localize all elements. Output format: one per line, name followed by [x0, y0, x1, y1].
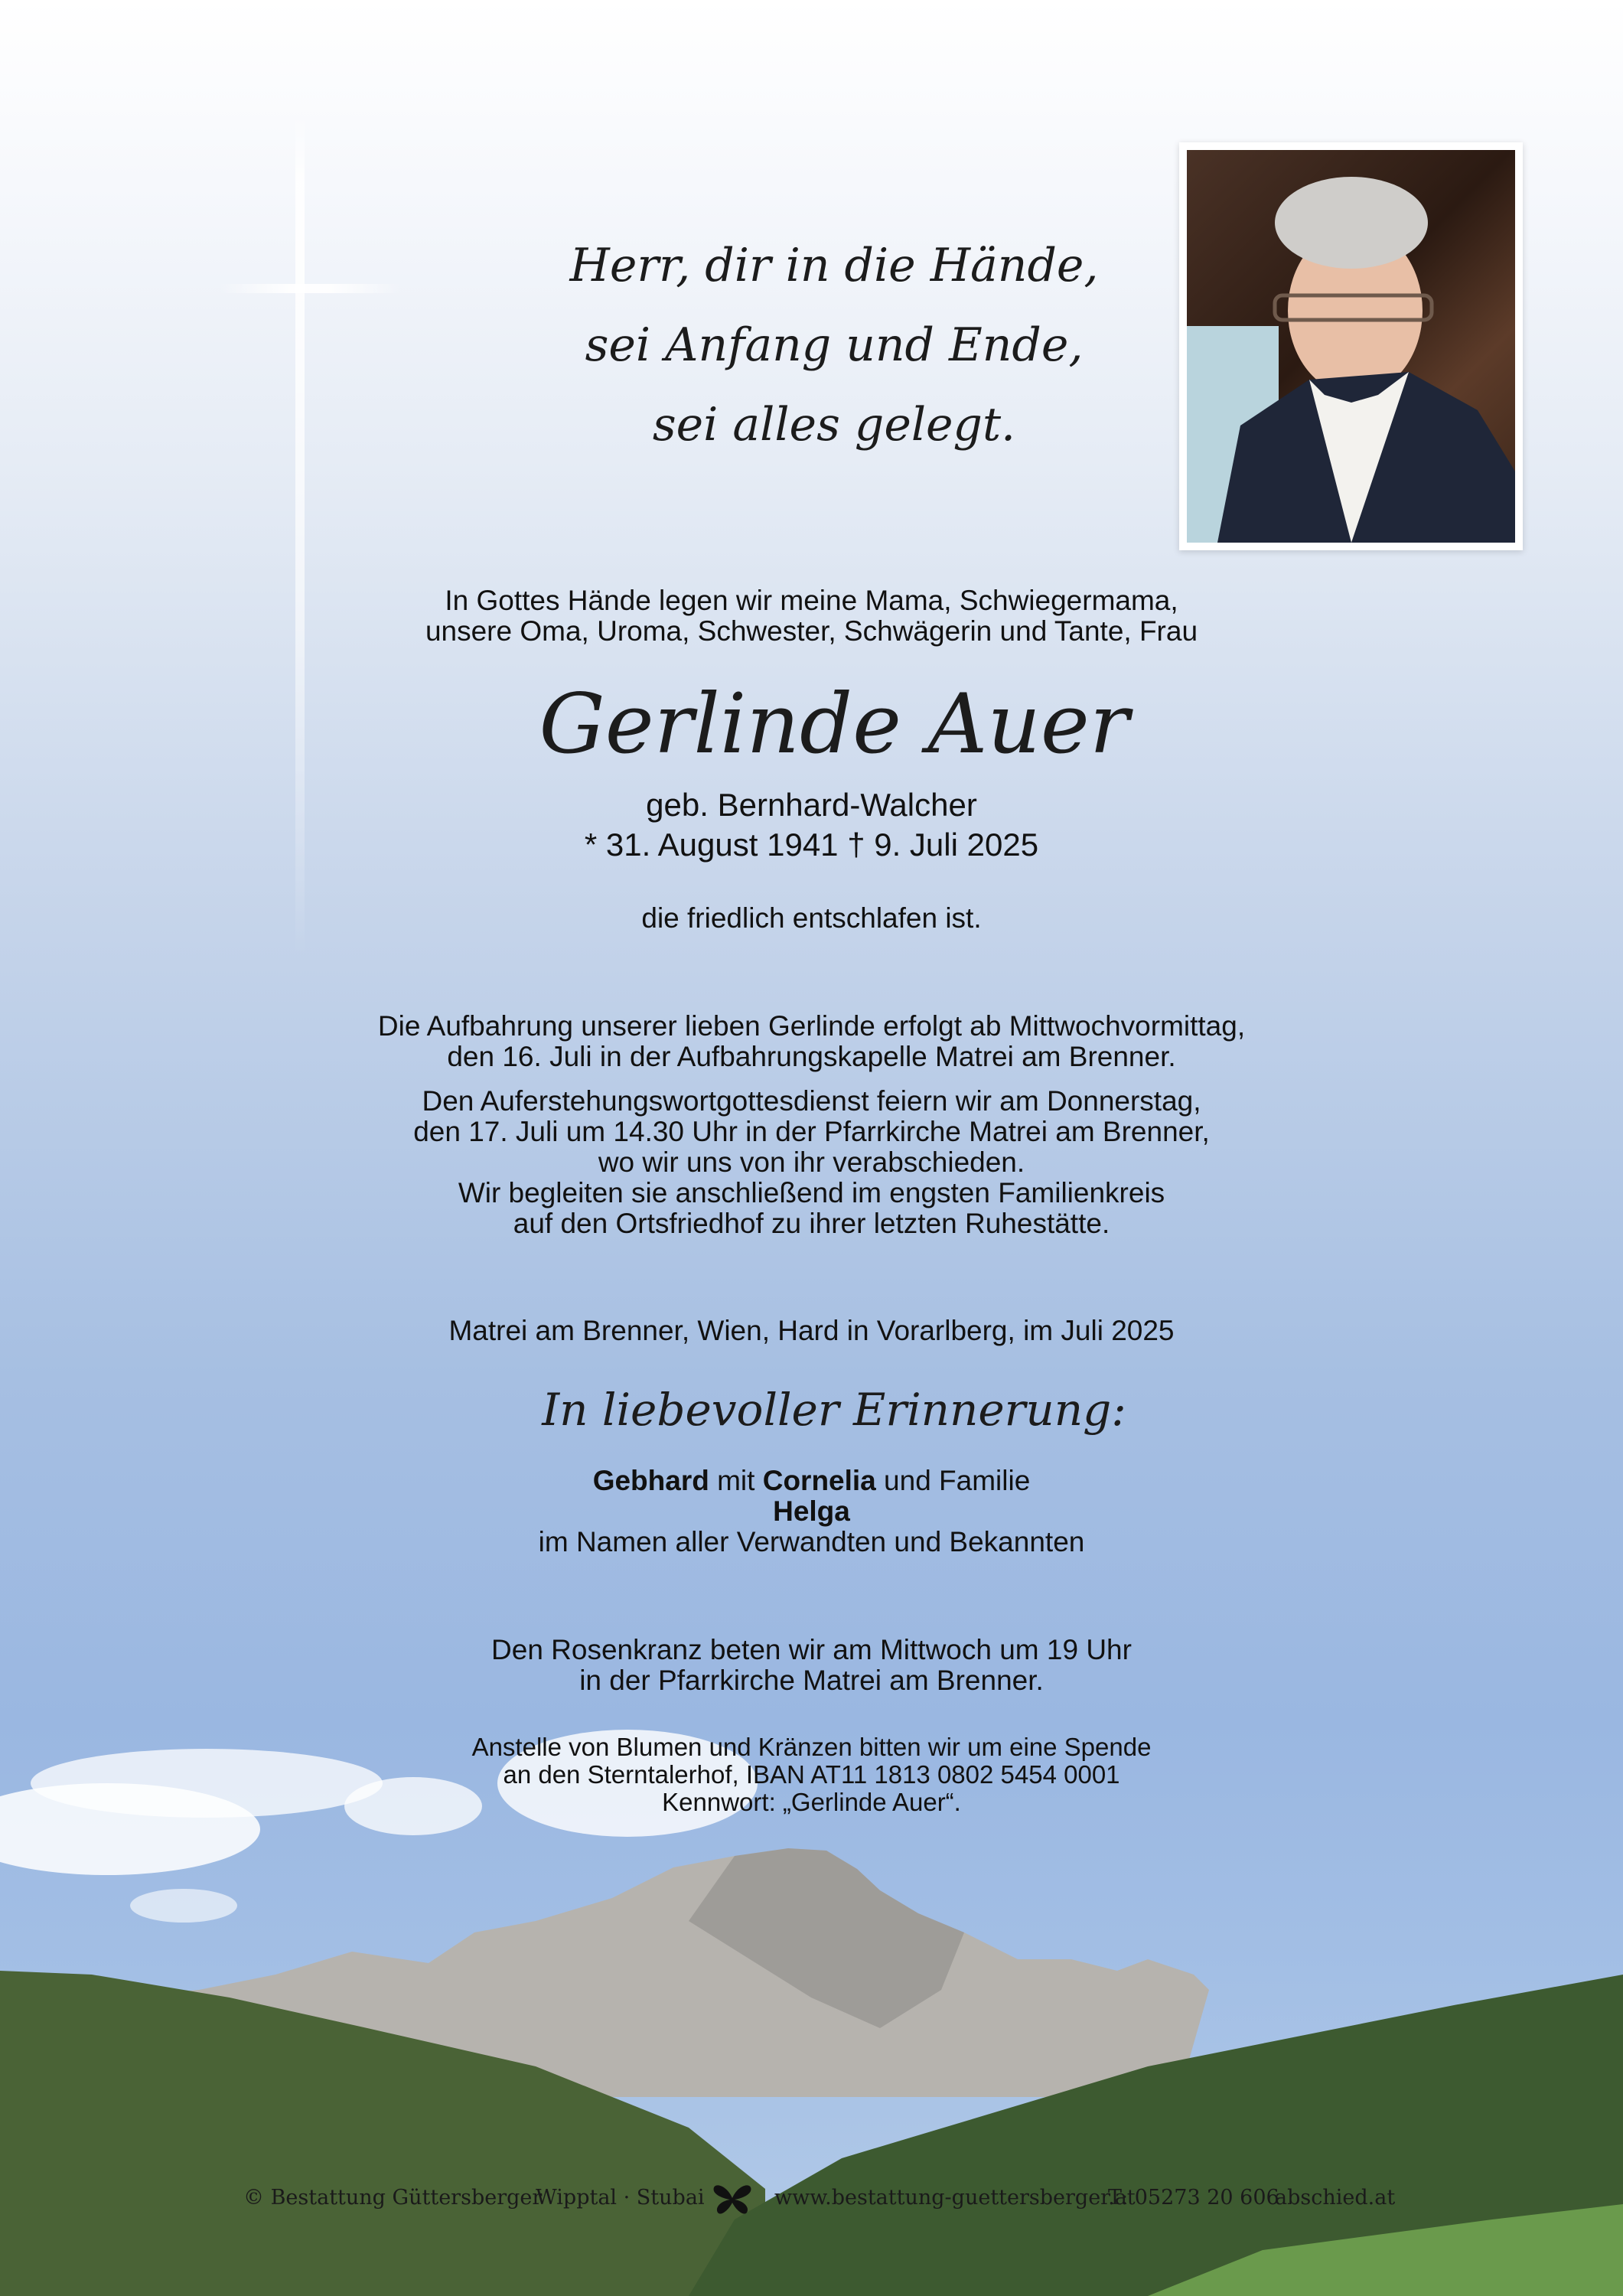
butterfly-icon [712, 2181, 753, 2216]
birth-name: geb. Bernhard-Walcher [646, 787, 977, 823]
mourner-name: Cornelia [762, 1465, 876, 1496]
cloud [130, 1889, 237, 1923]
verse-line: sei Anfang und Ende, [585, 318, 1084, 372]
viewing-line: den 16. Juli in der Aufbahrungskapelle Matrei am Brenner. [447, 1041, 1176, 1072]
rosary-info [0, 1635, 1623, 1696]
viewing-line: Die Aufbahrung unserer lieben Gerlinde erfolgt ab Mittwochvormittag, [377, 1010, 1246, 1042]
footer-region: Wipptal · Stubai [536, 2186, 705, 2210]
viewing-details [0, 1011, 1623, 1072]
donation-request [0, 1733, 1623, 1816]
mourners [0, 1466, 1623, 1557]
service-line: den 17. Juli um 14.30 Uhr in der Pfarrkirche Matrei am Brenner, [413, 1116, 1210, 1147]
footer-website[interactable]: www.bestattung-guettersberger.at [774, 2186, 1136, 2210]
service-details [0, 1086, 1623, 1239]
mourners-line-1 [0, 1466, 1623, 1496]
mourner-connector: und Familie [875, 1465, 1031, 1496]
service-line: Den Auferstehungswortgottesdienst feiern wir am Donnerstag, [422, 1085, 1201, 1117]
donation-line: an den Sterntalerhof, IBAN AT11 1813 0802 5454 0001 [503, 1760, 1120, 1789]
footer [0, 2181, 1623, 2215]
intro-line: In Gottes Hände legen wir meine Mama, Schwiegermama, [445, 585, 1178, 616]
cross-horizontal-beam [218, 284, 402, 293]
intro-line: unsere Oma, Uroma, Schwester, Schwägerin und Tante, Frau [425, 615, 1198, 647]
footer-phone: T: 05273 20 606 [1108, 2186, 1279, 2210]
mourner-name: Gebhard [592, 1465, 709, 1496]
mourner-connector: mit [709, 1465, 763, 1496]
deceased-name: Gerlinde Auer [539, 677, 1129, 772]
service-line: auf den Ortsfriedhof zu ihrer letzten Ruhestätte. [513, 1208, 1110, 1239]
service-line: wo wir uns von ihr verabschieden. [598, 1146, 1025, 1178]
portrait-photo-frame [1179, 142, 1523, 550]
mourners-line-2 [0, 1496, 1623, 1527]
intro-text [0, 585, 1623, 647]
remembrance-heading: In liebevoller Erinnerung: [542, 1384, 1126, 1436]
portrait-photo [1187, 150, 1515, 543]
footer-portal[interactable]: abschied.at [1275, 2186, 1396, 2210]
service-line: Wir begleiten sie anschließend im engsten Familienkreis [458, 1177, 1165, 1208]
verse-line: Herr, dir in die Hände, [569, 239, 1099, 292]
verse-line: sei alles gelegt. [652, 398, 1016, 452]
death-phrase: die friedlich entschlafen ist. [641, 902, 982, 934]
donation-line: Kennwort: „Gerlinde Auer“. [662, 1788, 961, 1816]
rosary-line: Den Rosenkranz beten wir am Mittwoch um 19 Uhr [491, 1634, 1132, 1665]
footer-copyright: © Bestattung Güttersberger [243, 2186, 543, 2210]
relatives-line: im Namen aller Verwandten und Bekannten [538, 1526, 1085, 1557]
rosary-line: in der Pfarrkirche Matrei am Brenner. [579, 1665, 1044, 1696]
bible-verse [490, 226, 1178, 465]
donation-line: Anstelle von Blumen und Kränzen bitten wir um eine Spende [471, 1733, 1152, 1761]
mourner-name: Helga [773, 1495, 850, 1527]
place-date: Matrei am Brenner, Wien, Hard in Vorarlberg, im Juli 2025 [448, 1315, 1175, 1346]
life-dates: * 31. August 1941 † 9. Juli 2025 [584, 827, 1039, 863]
